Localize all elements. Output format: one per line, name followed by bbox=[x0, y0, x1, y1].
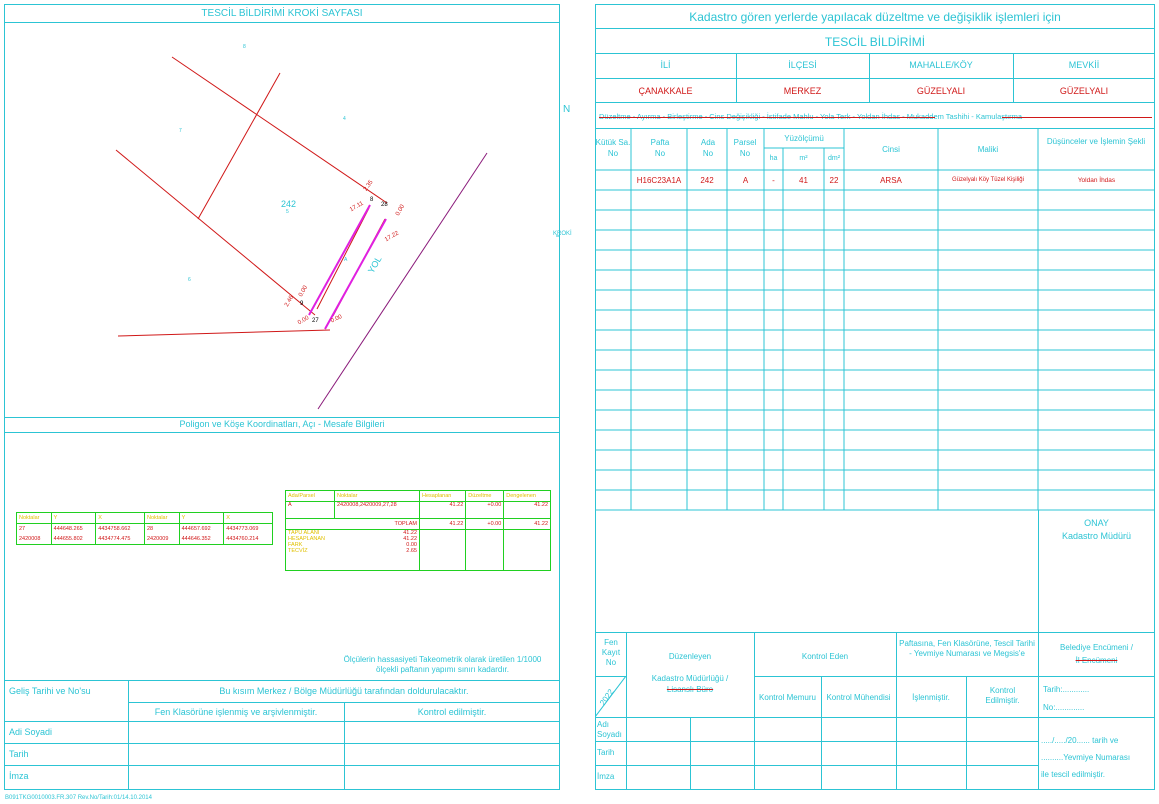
cell: 444655.802 bbox=[51, 534, 96, 545]
ilce-value: MERKEZ bbox=[783, 86, 822, 96]
cell bbox=[466, 530, 504, 571]
mevki-value: GÜZELYALI bbox=[1059, 86, 1109, 96]
paftasina-label: Paftasına, Fen Klasörüne, Tescil Tarihi - Yevmiye Numarası ve Megsis'e bbox=[899, 639, 1035, 658]
th: Noktalar bbox=[335, 491, 420, 502]
cell: 41.22 bbox=[504, 502, 551, 519]
adi-soyadi-label: Adi Soyadi bbox=[9, 727, 53, 737]
th: Dengelenen bbox=[504, 491, 551, 502]
parcel-label-5: 5 bbox=[286, 209, 289, 215]
hline bbox=[595, 632, 1155, 633]
cell: 4434773.069 bbox=[224, 524, 273, 535]
parcel-label-4: 4 bbox=[343, 116, 346, 122]
dim-label: 17.22 bbox=[384, 230, 401, 244]
th: Düzeltme bbox=[466, 491, 504, 502]
cell: 444646.352 bbox=[179, 534, 224, 545]
point-28: 28 bbox=[381, 202, 388, 208]
tarih-label: Tarih bbox=[597, 748, 615, 757]
dim-label: 17.11 bbox=[349, 200, 365, 214]
th: Y bbox=[179, 513, 224, 524]
duzenleyen-sub: Kadastro Müdürlüğü / bbox=[651, 674, 729, 683]
summary-value: 2.65 bbox=[406, 548, 417, 554]
tescil-line-3: ile tescil edilmiştir. bbox=[1041, 770, 1106, 779]
point-9: 9 bbox=[300, 301, 304, 307]
summary-label: FARK bbox=[288, 542, 303, 548]
hline bbox=[595, 28, 1155, 29]
hline bbox=[595, 765, 1038, 766]
hline bbox=[595, 53, 1155, 54]
summary-value: 41.22 bbox=[403, 536, 417, 542]
cell bbox=[504, 530, 551, 571]
imza-label: İmza bbox=[597, 772, 615, 781]
hline bbox=[4, 721, 560, 722]
th: Noktalar bbox=[144, 513, 179, 524]
precision-note: Ölçülerin hassasiyeti Takeometrik olarak üretilen 1/1000 ölçekli paftanın yapımı sınırı kadardır. bbox=[343, 655, 542, 674]
operation-types: Düzeltme - Ayırma - Birleştirme - Cins Değişikliği - İstifade Mahlu - Yola Terk - Yoldan İhdas - Mukaddem Tashihi - Kamulaştırma bbox=[599, 112, 1023, 121]
parcel-number: 242 bbox=[281, 199, 297, 209]
cell: 41.22 bbox=[420, 502, 466, 519]
islenmistir-label: İşlenmiştir. bbox=[912, 693, 950, 702]
cell: 444648.265 bbox=[51, 524, 96, 535]
summary-label: TECVİZ bbox=[288, 548, 308, 554]
row-maliki: Güzelyalı Köy Tüzel Kişiliği bbox=[952, 177, 1024, 183]
il-encumeni-label: İl Encümeni bbox=[1075, 656, 1118, 665]
il-header: İLİ bbox=[660, 60, 671, 70]
vline bbox=[966, 676, 967, 790]
hline bbox=[4, 743, 560, 744]
row-dm2: 22 bbox=[829, 176, 839, 185]
dim-label: 2.35 bbox=[363, 179, 375, 193]
adi-soyadi-label: Adı Soyadı bbox=[597, 720, 622, 739]
hline bbox=[4, 765, 560, 766]
main-table-grid bbox=[595, 128, 1155, 512]
mevki-header: MEVKİİ bbox=[1068, 60, 1100, 70]
col-dusunceler: Düşünceler ve İşlemin Şekli bbox=[1046, 137, 1146, 146]
cell: 2420008 bbox=[17, 534, 52, 545]
col-maliki: Maliki bbox=[977, 145, 999, 154]
area-table bbox=[285, 490, 551, 571]
point-8: 8 bbox=[370, 197, 374, 203]
th: X bbox=[96, 513, 145, 524]
cell: 2420008,2420009,27,28 bbox=[335, 502, 420, 519]
col-parsel: Parsel No bbox=[733, 138, 757, 158]
cell: 4434758.662 bbox=[96, 524, 145, 535]
coord-title: Poligon ve Köşe Koordinatları, Açı - Mesafe Bilgileri bbox=[179, 419, 385, 429]
hline bbox=[896, 676, 1155, 677]
dim-label: 0.00 bbox=[297, 315, 311, 327]
row-dusunceler: Yoldan İhdas bbox=[1077, 177, 1116, 184]
ops-strike-2 bbox=[1002, 117, 1152, 118]
cell: +0.00 bbox=[466, 502, 504, 519]
cell: 28 bbox=[144, 524, 179, 535]
dim-label: 0.00 bbox=[330, 314, 344, 325]
kroki-page-title: TESCİL BİLDİRİMİ KROKİ SAYFASI bbox=[201, 8, 363, 19]
dim-label: 2.46 bbox=[284, 294, 296, 308]
col-ada: Ada No bbox=[700, 138, 716, 158]
kontrol-memuru-label: Kontrol Memuru bbox=[759, 693, 816, 702]
col-kutuk: Kütük Sa. No bbox=[595, 138, 631, 158]
cell: 2420009 bbox=[144, 534, 179, 545]
hline bbox=[754, 676, 896, 677]
parcel-label-8: 8 bbox=[243, 44, 246, 50]
cell: 41.22 bbox=[504, 519, 551, 530]
dim-label: 0.00 bbox=[298, 284, 310, 298]
kontrol-muhendisi-label: Kontrol Mühendisi bbox=[826, 693, 891, 702]
ops-strike-1 bbox=[599, 117, 935, 118]
kadastro-muduru-label: Kadastro Müdürü bbox=[1061, 531, 1132, 541]
dim-label: 0.00 bbox=[395, 203, 407, 217]
row-cinsi: ARSA bbox=[880, 176, 902, 185]
mahalle-value: GÜZELYALI bbox=[916, 86, 966, 96]
vline bbox=[896, 632, 897, 790]
onay-label: ONAY bbox=[1084, 518, 1109, 528]
fen-label: Fen Klasörüne işlenmiş ve arşivlenmiştir. bbox=[154, 707, 318, 717]
tarih-field: Tarih:............ bbox=[1043, 685, 1090, 694]
th: Noktalar bbox=[17, 513, 52, 524]
th: Y bbox=[51, 513, 96, 524]
summary-cell bbox=[286, 530, 420, 571]
cell: 4434774.475 bbox=[96, 534, 145, 545]
form-code: B091TKG0010003.FR.307 Rev.No/Tarih:01/14.10.2014 bbox=[5, 795, 152, 801]
imza-label: İmza bbox=[9, 771, 29, 781]
ilce-header: İLÇESİ bbox=[788, 60, 817, 70]
cell: 41.22 bbox=[420, 519, 466, 530]
summary-value: 0.00 bbox=[406, 542, 417, 548]
col-yuzolcumu: Yüzölçümü bbox=[784, 134, 824, 143]
parcel-label-7: 7 bbox=[179, 128, 182, 134]
belediye-label: Belediye Encümeni / bbox=[1060, 643, 1133, 652]
col-ha: ha bbox=[769, 155, 778, 162]
tescil-line-2: ..........Yevmiye Numarası bbox=[1041, 753, 1131, 762]
col-m2: m² bbox=[799, 155, 808, 162]
kontrol-eden-label: Kontrol Eden bbox=[801, 652, 849, 661]
vline bbox=[128, 680, 129, 790]
kontrol-label: Kontrol edilmiştir. bbox=[417, 707, 487, 717]
row-ada: 242 bbox=[700, 176, 714, 185]
hline bbox=[595, 717, 1155, 718]
col-dm2: dm² bbox=[827, 155, 841, 162]
cell: 4434760.214 bbox=[224, 534, 273, 545]
summary-value: 41.22 bbox=[403, 530, 417, 536]
th: Hesaplanan bbox=[420, 491, 466, 502]
row-pafta: H16C23A1A bbox=[636, 176, 682, 185]
gelis-label: Geliş Tarihi ve No'su bbox=[9, 686, 91, 696]
point-table bbox=[16, 512, 273, 545]
mahalle-header: MAHALLE/KÖY bbox=[909, 60, 973, 70]
col-pafta: Pafta No bbox=[650, 138, 670, 158]
th: X bbox=[224, 513, 273, 524]
merkez-header: Bu kısım Merkez / Bölge Müdürlüğü tarafından doldurulacaktır. bbox=[219, 686, 469, 696]
lisansli-buro: Lisanslı Büro bbox=[666, 685, 714, 694]
cell: A bbox=[286, 502, 335, 519]
parcel-label-6: 6 bbox=[188, 277, 191, 283]
hline bbox=[595, 78, 1155, 79]
cell: 444657.692 bbox=[179, 524, 224, 535]
cell: 27 bbox=[17, 524, 52, 535]
kontrol-edilmistir-label: Kontrol Edilmiştir. bbox=[985, 686, 1020, 705]
kroki-label: KROKİ bbox=[553, 231, 572, 237]
road-label: YOL bbox=[366, 254, 384, 275]
row-m2: 41 bbox=[799, 176, 808, 185]
right-head: Kadastro gören yerlerde yapılacak düzeltme ve değişiklik işlemleri için bbox=[689, 10, 1061, 24]
hline bbox=[128, 702, 560, 703]
cell: +0.00 bbox=[466, 519, 504, 530]
vline bbox=[690, 717, 691, 790]
col-cinsi: Cinsi bbox=[882, 145, 900, 154]
th: Ada/Parsel bbox=[286, 491, 335, 502]
parcel-sketch bbox=[4, 23, 560, 418]
point-27: 27 bbox=[312, 318, 319, 324]
hline bbox=[595, 102, 1155, 103]
duzenleyen-label: Düzenleyen bbox=[668, 652, 712, 661]
fen-kayit-label: Fen Kayıt No bbox=[601, 638, 621, 667]
no-field: No:............. bbox=[1043, 703, 1085, 712]
il-value: ÇANAKKALE bbox=[638, 86, 693, 96]
hline bbox=[595, 741, 1038, 742]
tescil-line-1: ...../...../20...... tarih ve bbox=[1041, 736, 1119, 745]
row-parsel: A bbox=[742, 176, 749, 185]
north-label: N bbox=[563, 104, 571, 115]
cell bbox=[420, 530, 466, 571]
year-label: 2022 bbox=[598, 687, 616, 708]
form-title: TESCİL BİLDİRİMİ bbox=[824, 35, 926, 49]
tarih-label: Tarih bbox=[9, 749, 29, 759]
total-label: TOPLAM bbox=[286, 519, 420, 530]
parcel-label-a: A bbox=[344, 257, 348, 263]
summary-label: HESAPLANAN bbox=[288, 536, 325, 542]
left-bottom-block bbox=[4, 680, 560, 790]
summary-label: TAPU ALANI bbox=[288, 530, 320, 536]
row-ha: - bbox=[772, 176, 775, 185]
